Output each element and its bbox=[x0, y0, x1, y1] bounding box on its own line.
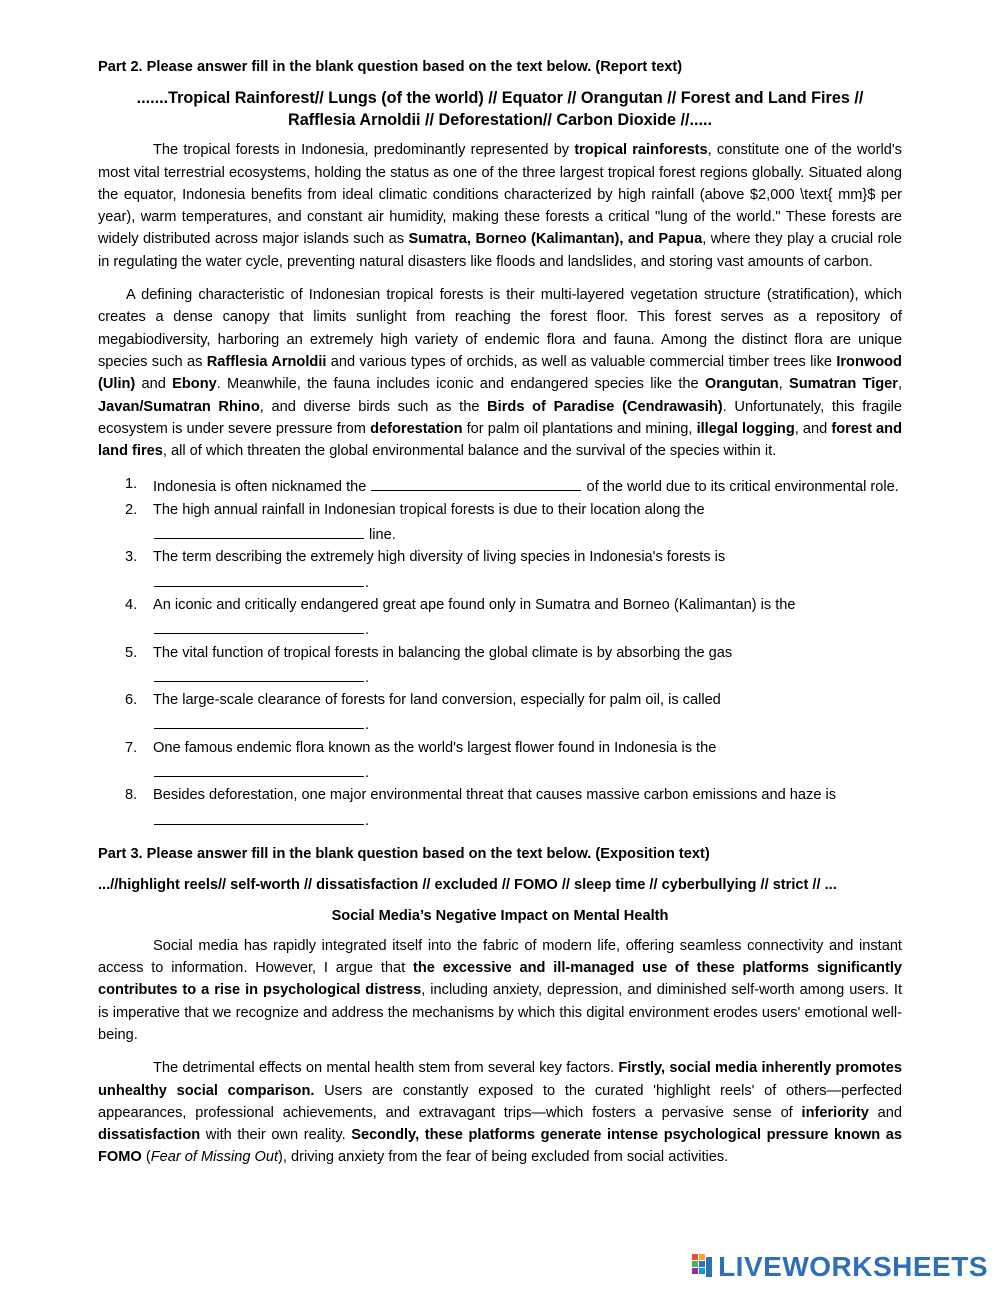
liveworksheets-logo bbox=[692, 1252, 988, 1282]
liveworksheets-logo-icon bbox=[692, 1254, 714, 1280]
part2-paragraph-2: A defining characteristic of Indonesian tropical forests is their multi-layered vegetation structure (stratification), which creates a dense canopy that limits sunlight from reaching the forest floor. This forest serves as a repository of megabiodiversity, harboring an extremely high variety of endemic flora and fauna. Among the distinct flora are unique species such as Rafflesia Arnoldii and various types of orchids, as well as valuable commercial timber trees like Ironwood (Ulin) and Ebony. Meanwhile, the fauna includes iconic and endangered species like the Orangutan, Sumatran Tiger, Javan/Sumatran Rhino, and diverse birds such as the Birds of Paradise (Cendrawasih). Unfortunately, this fragile ecosystem is under severe pressure from deforestation for palm oil plantations and mining, illegal logging, and forest and land fires, all of which threaten the global environmental balance and the survival of the species within it. bbox=[98, 287, 903, 460]
part3-title: Part 3. Please answer fill in the blank question based on the text below. (Exposition text) bbox=[98, 845, 710, 862]
liveworksheets-logo-text: LIVEWORKSHEETS bbox=[718, 1251, 988, 1282]
question-item: 1. Indonesia is often nicknamed the of the world due to its critical environmental role. bbox=[98, 473, 902, 498]
answer-blank-6[interactable] bbox=[154, 711, 364, 729]
part2-question-list bbox=[98, 473, 902, 831]
part3-word-bank: ...//highlight reels// self-worth // dissatisfaction // excluded // FOMO // sleep time // cyberbullying // strict // ... bbox=[98, 877, 837, 894]
question-item: 7. One famous endemic flora known as the world's largest flower found in Indonesia is the . bbox=[125, 739, 717, 782]
part3-subtitle: Social Media’s Negative Impact on Mental Health bbox=[331, 907, 669, 924]
answer-blank-5[interactable] bbox=[154, 664, 364, 682]
answer-blank-1[interactable] bbox=[371, 473, 581, 491]
word-bank-line-2: Rafflesia Arnoldii // Deforestation// Carbon Dioxide //..... bbox=[288, 111, 712, 130]
answer-blank-3[interactable] bbox=[154, 569, 364, 587]
question-item: 8. Besides deforestation, one major environmental threat that causes massive carbon emissions and haze is . bbox=[125, 787, 837, 829]
worksheet-page bbox=[98, 56, 902, 1180]
question-item: 6. The large-scale clearance of forests for land conversion, especially for palm oil, is called . bbox=[125, 692, 721, 734]
part3-paragraph-1: Social media has rapidly integrated itself into the fabric of modern life, offering seamless connectivity and instant access to information. However, I argue that the excessive and ill-managed use of these platforms significantly contributes to a rise in psychological distress, including anxiety, depression, and diminished self-worth among users. It is imperative that we recognize and address the mechanisms by which this digital environment erodes users' emotional well-being. bbox=[98, 937, 902, 1043]
question-item: 4. An iconic and critically endangered great ape found only in Sumatra and Borneo (Kalimantan) is the . bbox=[125, 596, 796, 639]
part2-word-bank bbox=[98, 87, 902, 131]
part3-paragraph-2: The detrimental effects on mental health stem from several key factors. Firstly, social media inherently promotes unhealthy social comparison. Users are constantly exposed to the curated 'highlight reels' of others—perfected appearances, professional achievements, and extravagant trips—which fosters a pervasive sense of inferiority and dissatisfaction with their own reality. Secondly, these platforms generate intense psychological pressure known as FOMO (Fear of Missing Out), driving anxiety from the fear of being excluded from social activities. bbox=[98, 1060, 902, 1166]
question-item: 5. The vital function of tropical forests in balancing the global climate is by absorbing the gas . bbox=[125, 644, 733, 686]
answer-blank-8[interactable] bbox=[154, 807, 364, 825]
answer-blank-4[interactable] bbox=[154, 616, 364, 634]
word-bank-line-1: .......Tropical Rainforest// Lungs (of the world) // Equator // Orangutan // Forest and Land Fires // bbox=[136, 89, 864, 108]
part2-paragraph-1: The tropical forests in Indonesia, predominantly represented by tropical rainforests, constitute one of the world's most vital terrestrial ecosystems, holding the status as one of the three largest tropical forest regions globally. Situated along the equator, Indonesia benefits from ideal climatic conditions characterized by high rainfall (above $2,000 \text{ mm}$ per year), warm temperatures, and constant air humidity, making these forests a critical "lung of the world." These forests are widely distributed across major islands such as Sumatra, Borneo (Kalimantan), and Papua, where they play a crucial role in regulating the water cycle, preventing natural disasters like floods and landslides, and storing vast amounts of carbon. bbox=[98, 142, 902, 270]
question-item: 2. The high annual rainfall in Indonesian tropical forests is due to their location along the line. bbox=[125, 501, 705, 544]
question-item: 3. The term describing the extremely high diversity of living species in Indonesia's forests is . bbox=[125, 549, 726, 591]
answer-blank-2[interactable] bbox=[154, 521, 364, 539]
part2-title: Part 2. Please answer fill in the blank question based on the text below. (Report text) bbox=[98, 59, 683, 75]
answer-blank-7[interactable] bbox=[154, 759, 364, 777]
